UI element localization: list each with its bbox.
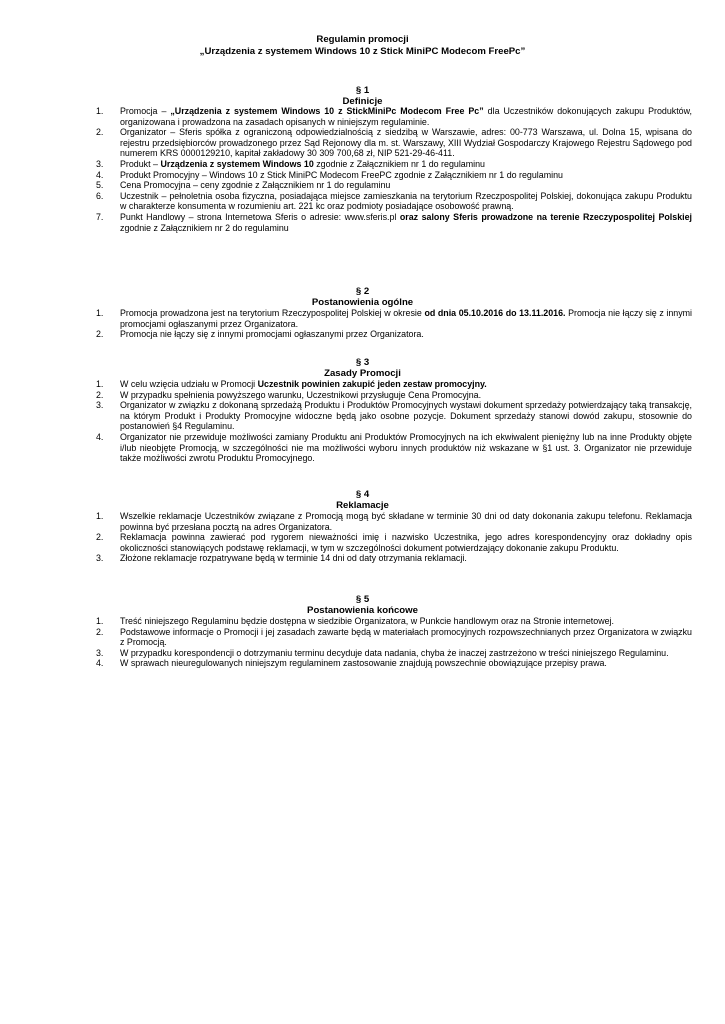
list-item (96, 532, 692, 553)
item-number: 4. (96, 431, 104, 442)
list-item (96, 553, 692, 564)
item-text: W sprawach nieuregulowanych niniejszym regulaminem zastosowanie znajdują powszechnie obowiązujące przepisy prawa. (120, 658, 607, 669)
item-text-bold: „Urządzenia z systemem Windows 10 z StickMiniPc Modecom Free Pc” (170, 106, 484, 116)
item-text: Złożone reklamacje rozpatrywane będą w terminie 14 dni od daty otrzymania reklamacji. (120, 553, 467, 564)
section-4-list (96, 511, 692, 564)
item-number: 2. (96, 389, 104, 400)
section-5-list (96, 616, 692, 669)
item-text: Produkt Promocyjny – Windows 10 z Stick MiniPC Modecom FreePC zgodnie z Załącznikiem nr 1 do regulaminu (120, 169, 563, 180)
list-item (96, 127, 692, 159)
section-number: § 1 (355, 85, 370, 96)
item-number: 2. (96, 626, 104, 637)
list-item (96, 329, 692, 340)
item-text-bold: Urządzenia z systemem Windows 10 (160, 158, 314, 169)
item-text: Promocja – (120, 106, 171, 116)
document-title: Regulamin promocji (316, 34, 409, 45)
list-item (96, 648, 692, 659)
list-item (96, 180, 692, 191)
item-number: 6. (96, 190, 104, 201)
section-title: Postanowienia ogólne (311, 297, 414, 308)
item-text: W przypadku spełnienia powyższego warunku, Uczestnikowi przysługuje Cena Promocyjna. (120, 389, 482, 400)
list-item (96, 212, 692, 233)
item-text: Reklamacja powinna zawierać pod rygorem nieważności imię i nazwisko Uczestnika, jego adres korespondencyjny oraz dokładny opis okoliczności stanowiących podstawę reklamacji, w tym w szczególności dokument potwierdzający dokonanie zakupu Produktu. (120, 532, 692, 553)
list-item (96, 616, 692, 627)
item-number: 4. (96, 658, 104, 669)
list-item (96, 308, 692, 329)
item-text: Promocja nie łączy się z innymi promocjami ogłaszanymi przez Organizatora. (120, 308, 692, 329)
item-number: 4. (96, 169, 104, 180)
section-title: Definicje (342, 96, 383, 107)
item-text-bold: Uczestnik powinien zakupić jeden zestaw promocyjny. (257, 379, 487, 389)
list-item (96, 511, 692, 532)
document-header (0, 34, 725, 58)
section-number: § 2 (355, 286, 370, 297)
section-3-heading (0, 357, 725, 379)
item-number: 3. (96, 158, 104, 169)
list-item (96, 627, 692, 648)
item-number: 1. (96, 106, 104, 116)
item-text: Promocja nie łączy się z innymi promocjami ogłaszanymi przez Organizatora. (120, 329, 424, 340)
section-title: Zasady Promocji (324, 368, 401, 379)
item-text: Organizator nie przewiduje możliwości zamiany Produktu ani Produktów Promocyjnych na ich ekwiwalent pieniężny lub na inne Produkty objęte i/lub nieobjęte Promocją, w szczególności nie ma możliwości wyboru innych produktów niż wskazane w §1 ust. 3. Organizator nie przewiduje także możliwości zwrotu Produktu Promocyjnego. (120, 431, 692, 464)
item-text: W przypadku korespondencji o dotrzymaniu terminu decyduje data nadania, chyba że inaczej zastrzeżono w treści niniejszego Regulaminu. (120, 647, 669, 658)
item-text: Uczestnik – pełnoletnia osoba fizyczna, posiadająca miejsce zamieszkania na terytorium Rzeczpospolitej Polskiej, dokonująca zakupu Produktu w charakterze konsumenta w rozumieniu art. 221 kc oraz podmioty posiadające osobowość prawną. (120, 190, 692, 212)
item-text: Promocja prowadzona jest na terytorium Rzeczypospolitej Polskiej w okresie (120, 308, 425, 318)
list-item (96, 432, 692, 464)
item-number: 7. (96, 211, 104, 222)
section-1-heading (0, 85, 725, 107)
item-number: 1. (96, 616, 104, 626)
item-text: Cena Promocyjna – ceny zgodnie z Załącznikiem nr 1 do regulaminu (120, 180, 391, 191)
list-item (96, 658, 692, 669)
item-number: 1. (96, 308, 104, 318)
item-number: 3. (96, 400, 104, 411)
document-subtitle: „Urządzenia z systemem Windows 10 z Stick MiniPC Modecom FreePc” (199, 46, 526, 57)
item-number: 1. (96, 511, 104, 521)
section-number: § 5 (355, 594, 370, 605)
item-text-bold: od dnia 05.10.2016 do 13.11.2016. (424, 308, 566, 318)
section-number: § 3 (355, 357, 370, 368)
item-number: 2. (96, 127, 104, 138)
item-text: Produkt – (120, 158, 161, 169)
item-text: Organizator – Sferis spółka z ograniczoną odpowiedzialnością z siedzibą w Warszawie, adres: 00-773 Warszawa, ul. Dolna 15, wpisana do rejestru przedsiębiorców prowadzonego przez Sąd Rejonowy dla m. st. Warszawy, XIII Wydział Gospodarczy Krajowego Rejestru Sądowego pod numerem KRS 0000129210, kapitał zakładowy 30 309 700,68 zł, NIP 521-29-46-411. (120, 127, 692, 159)
item-text: W celu wzięcia udziału w Promocji (120, 379, 258, 389)
item-number: 2. (96, 532, 104, 543)
item-text: zgodnie z Załącznikiem nr 2 do regulaminu (120, 222, 289, 233)
section-2-list (96, 308, 692, 340)
list-item (96, 379, 692, 390)
section-title: Postanowienia końcowe (307, 605, 418, 616)
list-item (96, 159, 692, 170)
item-text: zgodnie z Załącznikiem nr 1 do regulaminu (313, 158, 485, 169)
item-text: dla Uczestników dokonujących zakupu Produktów, organizowana i prowadzona na zasadach opisanych w niniejszym regulaminie. (120, 106, 692, 127)
item-number: 5. (96, 180, 104, 191)
item-text: Organizator w związku z dokonaną sprzedażą Produktu i Produktów Promocyjnych wystawi dokument sprzedaży potwierdzający taką transakcję, na którym Produkt i Produkty Promocyjne widoczne będą jako osobne pozycje. Dokument sprzedaży stanowi dowód zakupu, stosownie do postanowień §4 Regulaminu. (120, 400, 692, 432)
section-number: § 4 (355, 489, 370, 500)
item-number: 2. (96, 329, 104, 340)
list-item (96, 106, 692, 127)
section-3-list (96, 379, 692, 464)
item-text: Podstawowe informacje o Promocji i jej zasadach zawarte będą w materiałach promocyjnych rozpowszechnianych przez Organizatora w związku z Promocją. (120, 626, 692, 648)
item-number: 3. (96, 553, 104, 564)
section-5-heading (0, 594, 725, 616)
item-text: Punkt Handlowy – strona Internetowa Sferis o adresie: www.sferis.pl (120, 211, 400, 222)
list-item (96, 170, 692, 181)
section-title: Reklamacje (336, 500, 389, 511)
list-item (96, 390, 692, 401)
item-number: 3. (96, 647, 104, 658)
section-4-heading (0, 489, 725, 511)
item-text: Treść niniejszego Regulaminu będzie dostępna w siedzibie Organizatora, w Punkcie handlowym oraz na Stronie internetowej. (120, 616, 614, 626)
section-2-heading (0, 286, 725, 308)
list-item (96, 191, 692, 212)
list-item (96, 400, 692, 432)
section-1-list (96, 106, 692, 233)
item-text-bold: oraz salony Sferis prowadzone na terenie Rzeczypospolitej Polskiej (399, 211, 692, 222)
item-number: 1. (96, 379, 104, 389)
item-text: Wszelkie reklamacje Uczestników związane z Promocją mogą być składane w terminie 30 dni od daty dokonania zakupu telefonu. Reklamacja powinna być przesłana pocztą na adres Organizatora. (120, 511, 692, 532)
